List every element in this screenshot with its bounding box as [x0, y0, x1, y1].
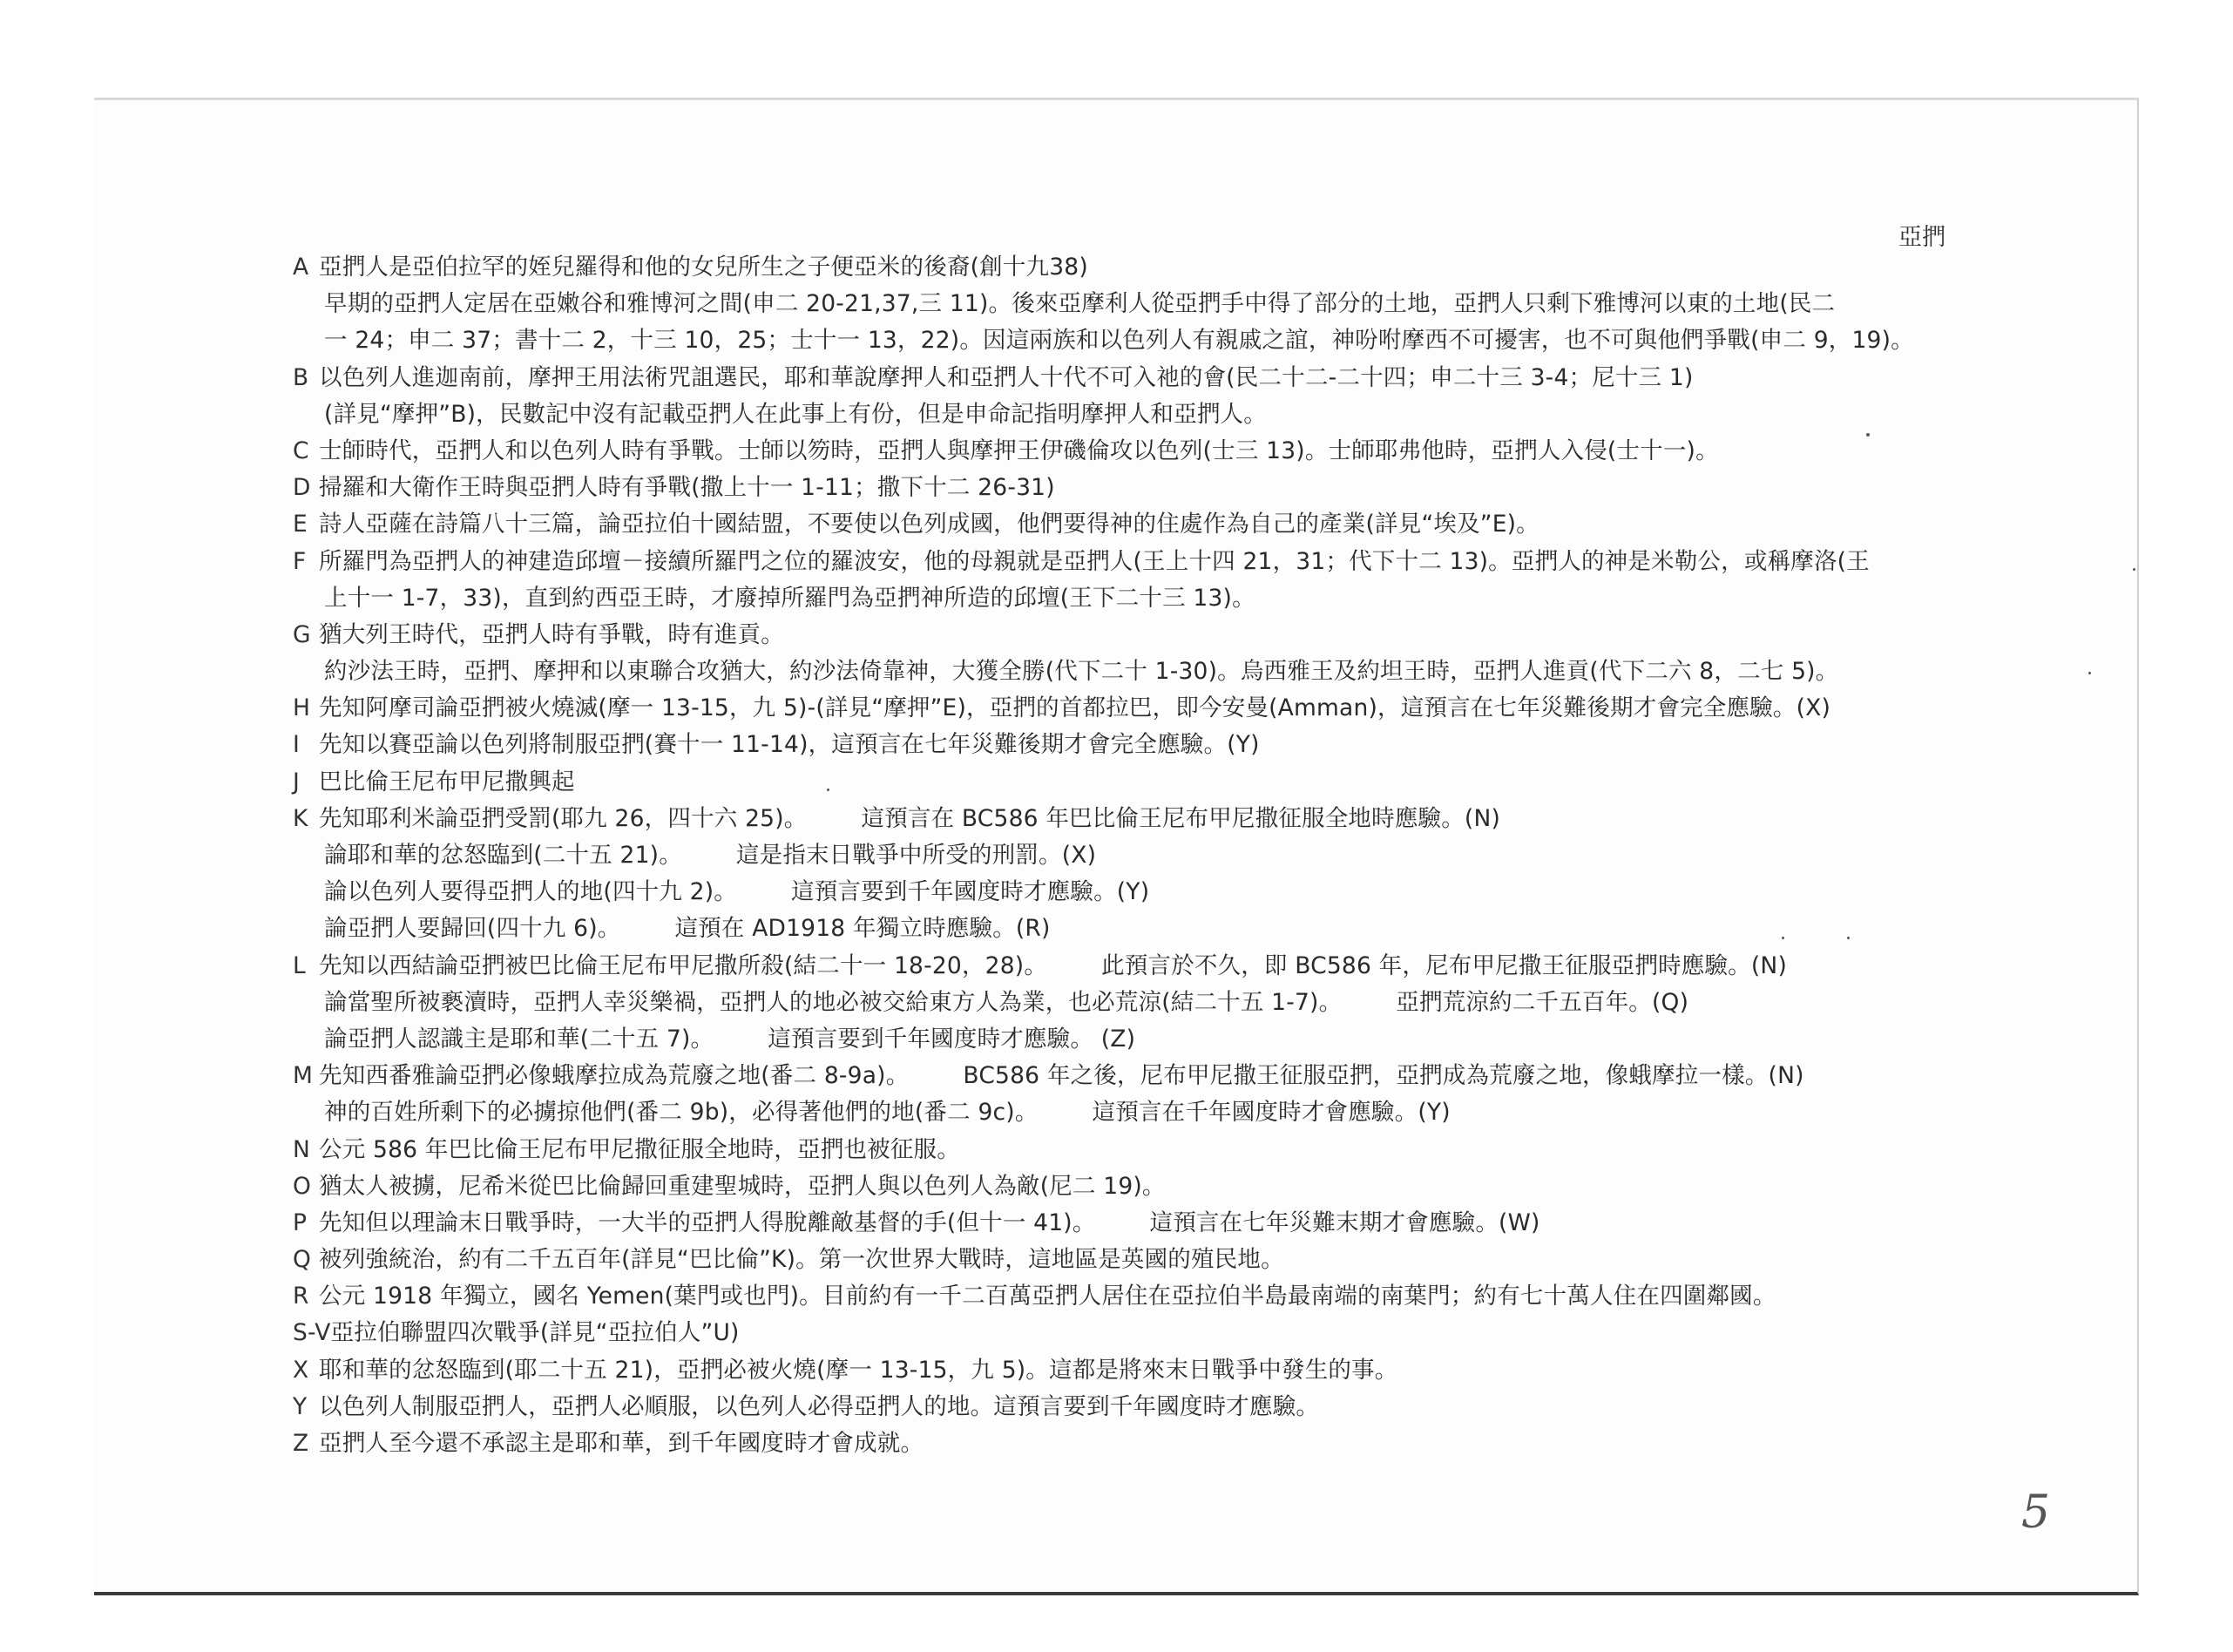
entry-label: Z: [293, 1430, 309, 1457]
prophecy-text: 論亞捫人認識主是耶和華(二十五 7)。: [324, 1025, 714, 1053]
entry-text: 亞拉伯聯盟四次戰爭(詳見“亞拉伯人”U): [330, 1319, 740, 1347]
entry-text: (詳見“摩押”B)，民數記中沒有記載亞捫人在此事上有份，但是申命記指明摩押人和亞捫人。: [324, 400, 1267, 428]
entry-label: P: [293, 1209, 308, 1236]
entry-text: 以色列人進迦南前，摩押王用法術咒詛選民，耶和華說摩押人和亞捫人十代不可入祂的會(民二十二-二十四；申二十三 3-4；尼十三 1): [319, 363, 1694, 391]
scan-speck: [2133, 568, 2135, 571]
entry-label: N: [293, 1135, 311, 1163]
entry-text: 耶和華的忿怒臨到(耶二十五 21)，亞捫必被火燒(摩一 13-15，九 5)。這都是將來末日戰爭中發生的事。: [319, 1356, 1398, 1384]
fulfillment-note: BC586 年之後，尼布甲尼撒王征服亞捫，亞捫成為荒廢之地，像蛾摩拉一樣。(N): [963, 1062, 1804, 1090]
entry-a: [293, 249, 1948, 286]
entry-p: [293, 1205, 1948, 1242]
entry-e: [293, 506, 1948, 543]
entry-continuation: [293, 653, 1948, 690]
entry-f: [293, 544, 1948, 580]
entry-text: 約沙法王時，亞捫、摩押和以東聯合攻猶大，約沙法倚靠神，大獲全勝(代下二十 1-30)。烏西雅王及約坦王時，亞捫人進貢(代下二六 8，二七 5)。: [324, 658, 1839, 686]
prophecy-text: 論耶和華的忿怒臨到(二十五 21)。: [324, 842, 682, 869]
entry-text: 先知阿摩司論亞捫被火燒滅(摩一 13-15，九 5)-(詳見“摩押”E)，亞捫的首都拉巴，即今安曼(Amman)，這預言在七年災難後期才會完全應驗。(X): [319, 694, 1831, 722]
entry-text: 詩人亞薩在詩篇八十三篇，論亞拉伯十國結盟，不要使以色列成國，他們要得神的住處作為自己的產業(詳見“埃及”E)。: [319, 511, 1539, 538]
entry-text: 亞捫人至今還不承認主是耶和華，到千年國度時才會成就。: [319, 1430, 924, 1457]
entry-label: O: [293, 1172, 312, 1200]
fulfillment-note: 亞捫荒涼約二千五百年。(Q): [1396, 988, 1689, 1016]
entry-l: [293, 948, 1948, 985]
fulfillment-note: 這是指末日戰爭中所受的刑罰。(X): [735, 842, 1097, 869]
entry-continuation: [293, 580, 1948, 617]
page-header: 亞捫: [1898, 224, 1945, 251]
scan-speck: [1847, 937, 1850, 939]
fulfillment-note: 這預在 AD1918 年獨立時應驗。(R): [674, 915, 1051, 943]
entry-label: R: [293, 1283, 309, 1310]
page-number: 5: [2021, 1486, 2051, 1539]
fulfillment-note: 這預言在 BC586 年巴比倫王尼布甲尼撒征服全地時應驗。(N): [861, 804, 1501, 832]
entry-label: Y: [293, 1392, 308, 1420]
entry-continuation: [293, 1021, 1948, 1058]
entry-text: 上十一 1-7，33)，直到約西亞王時，才廢掉所羅門為亞捫神所造的邱壇(王下二十三 13)。: [324, 584, 1255, 612]
entry-z: [293, 1425, 1948, 1462]
entry-m: [293, 1058, 1948, 1094]
entry-y: [293, 1389, 1948, 1425]
entry-continuation: [293, 322, 1948, 359]
entry-label: F: [293, 547, 307, 575]
entry-label: L: [293, 951, 306, 979]
prophecy-text: 先知西番雅論亞捫必像蛾摩拉成為荒廢之地(番二 8-9a)。: [319, 1062, 910, 1090]
entry-q: [293, 1242, 1948, 1278]
entry-continuation: [293, 1094, 1948, 1131]
entry-text: 先知以賽亞論以色列將制服亞捫(賽十一 11-14)，這預言在七年災難後期才會完全應驗。(Y): [319, 731, 1260, 759]
entry-label: M: [293, 1062, 314, 1090]
entry-label: C: [293, 437, 309, 464]
entry-text: 公元 1918 年獨立，國名 Yemen(葉門或也門)。目前約有一千二百萬亞捫人居住在亞拉伯半島最南端的南葉門；約有七十萬人住在四圍鄰國。: [319, 1283, 1776, 1310]
entry-x: [293, 1352, 1948, 1389]
entry-text: 所羅門為亞捫人的神建造邱壇－接續所羅門之位的羅波安，他的母親就是亞捫人(王上十四 21，31；代下十二 13)。亞捫人的神是米勒公，或稱摩洛(王: [319, 547, 1870, 575]
entry-label: I: [293, 731, 301, 759]
entry-c: [293, 433, 1948, 470]
entry-b: [293, 360, 1948, 396]
scan-speck: [2088, 672, 2091, 674]
entry-label: B: [293, 363, 309, 391]
prophecy-text: 先知以西結論亞捫被巴比倫王尼布甲尼撒所殺(結二十一 18-20，28)。: [319, 951, 1048, 979]
entry-continuation: [293, 911, 1948, 947]
prophecy-text: 神的百姓所剩下的必擄掠他們(番二 9b)，必得著他們的地(番二 9c)。: [324, 1099, 1039, 1127]
entry-text: 猶太人被擄，尼希米從巴比倫歸回重建聖城時，亞捫人與以色列人為敵(尼二 19)。: [319, 1172, 1166, 1200]
entry-text: 猶大列王時代，亞捫人時有爭戰，時有進貢。: [319, 620, 784, 648]
prophecy-text: 論亞捫人要歸回(四十九 6)。: [324, 915, 621, 943]
entry-text: 亞捫人是亞伯拉罕的姪兒羅得和他的女兒所生之子便亞米的後裔(創十九38): [319, 254, 1088, 281]
prophecy-text: 論以色列人要得亞捫人的地(四十九 2)。: [324, 878, 737, 906]
entry-continuation: [293, 286, 1948, 322]
entry-o: [293, 1168, 1948, 1205]
fulfillment-note: 這預言在千年國度時才會應驗。(Y): [1092, 1099, 1451, 1127]
entry-label: J: [293, 768, 301, 796]
entry-label: G: [293, 620, 311, 648]
entry-d: [293, 470, 1948, 506]
entry-text: 一 24；申二 37；書十二 2，十三 10，25；士十一 13，22)。因這兩族和以色列人有親戚之誼，神吩咐摩西不可擾害，也不可與他們爭戰(申二 9，19)。: [324, 327, 1914, 355]
entry-text: 被列強統治，約有二千五百年(詳見“巴比倫”K)。第一次世界大戰時，這地區是英國的殖民地。: [319, 1246, 1284, 1274]
fulfillment-note: 這預言要到千年國度時才應驗。 (Z): [768, 1025, 1136, 1053]
entry-label: H: [293, 694, 311, 722]
entry-label: K: [293, 804, 308, 832]
entry-h: [293, 690, 1948, 727]
fulfillment-note: 這預言在七年災難末期才會應驗。(W): [1149, 1209, 1540, 1236]
prophecy-text: 論當聖所被褻瀆時，亞捫人幸災樂禍，亞捫人的地必被交給東方人為業，也必荒涼(結二十五 1-7)。: [324, 988, 1343, 1016]
entry-text: 巴比倫王尼布甲尼撒興起: [319, 768, 575, 796]
entry-text: 早期的亞捫人定居在亞嫩谷和雅博河之間(申二 20-21,37,三 11)。後來亞摩利人從亞捫手中得了部分的土地，亞捫人只剩下雅博河以東的土地(民二: [324, 290, 1836, 318]
prophecy-text: 先知但以理論末日戰爭時，一大半的亞捫人得脫離敵基督的手(但十一 41)。: [319, 1209, 1096, 1236]
entry-label: Q: [293, 1246, 312, 1274]
entry-g: [293, 617, 1948, 653]
entry-continuation: [293, 837, 1948, 874]
entry-label: D: [293, 474, 311, 502]
entry-j: [293, 764, 1948, 801]
entry-continuation: [293, 874, 1948, 911]
prophecy-text: 先知耶利米論亞捫受罰(耶九 26，四十六 25)。: [319, 804, 808, 832]
entry-text: 公元 586 年巴比倫王尼布甲尼撒征服全地時，亞捫也被征服。: [319, 1135, 960, 1163]
entry-r: [293, 1278, 1948, 1315]
entry-continuation: [293, 985, 1948, 1021]
fulfillment-note: 這預言要到千年國度時才應驗。(Y): [790, 878, 1150, 906]
entry-i: [293, 727, 1948, 763]
entry-label: X: [293, 1356, 309, 1384]
entry-label: E: [293, 511, 308, 538]
entry-continuation: [293, 396, 1948, 433]
entry-label: S-V: [293, 1319, 331, 1347]
entry-k: [293, 801, 1948, 837]
scan-speck: [1866, 433, 1870, 437]
entry-s-v: [293, 1315, 1948, 1351]
fulfillment-note: 此預言於不久，即 BC586 年，尼布甲尼撒王征服亞捫時應驗。(N): [1101, 951, 1787, 979]
entry-n: [293, 1132, 1948, 1168]
scan-speck: [827, 789, 829, 791]
scan-speck: [1782, 937, 1784, 939]
entry-text: 以色列人制服亞捫人，亞捫人必順服，以色列人必得亞捫人的地。這預言要到千年國度時才應驗。: [319, 1392, 1320, 1420]
entry-text: 掃羅和大衛作王時與亞捫人時有爭戰(撒上十一 1-11；撒下十二 26-31): [319, 474, 1055, 502]
document-body: [293, 249, 1948, 1462]
entry-label: A: [293, 254, 309, 281]
entry-text: 士師時代，亞捫人和以色列人時有爭戰。士師以笏時，亞捫人與摩押王伊磯倫攻以色列(士三 13)。士師耶弗他時，亞捫人入侵(士十一)。: [319, 437, 1719, 464]
